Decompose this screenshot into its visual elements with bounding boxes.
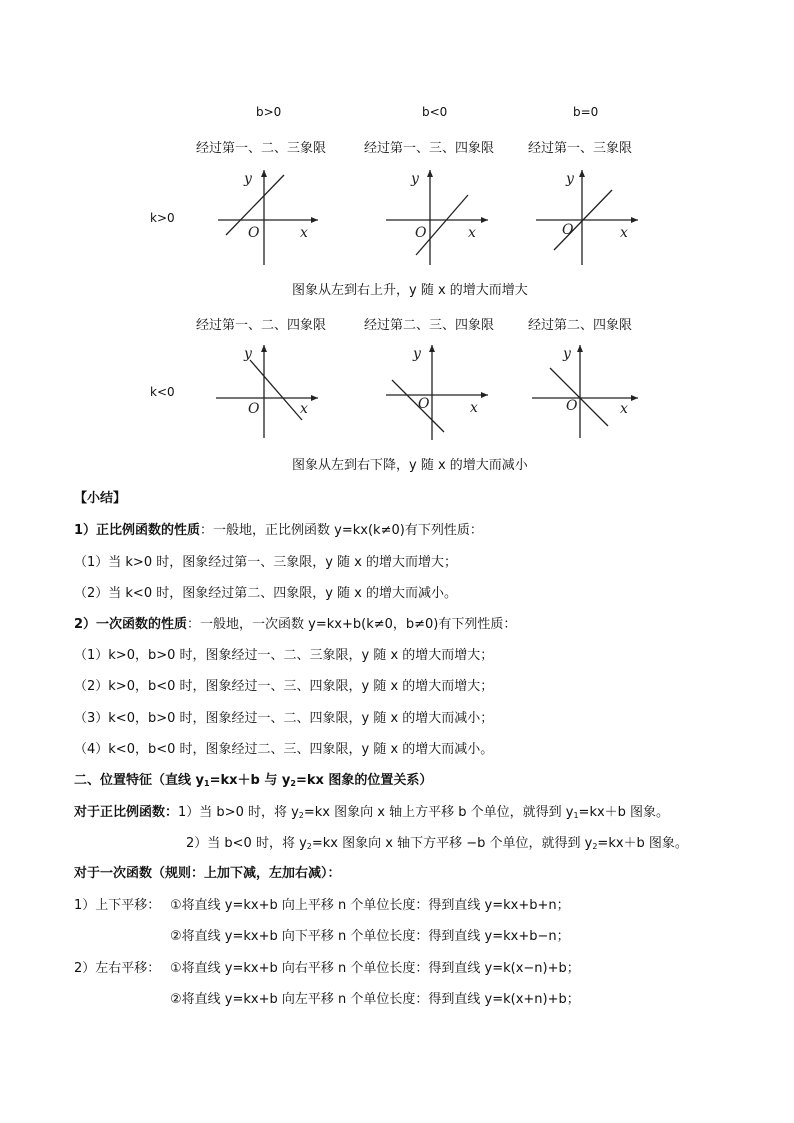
x-axis-arrow-icon bbox=[631, 217, 638, 223]
header-b-negative: b<0 bbox=[422, 105, 448, 119]
position-heading-sub1: 1 bbox=[204, 779, 210, 788]
y-axis-label: y bbox=[244, 346, 252, 362]
kpos-quadrant-1: 经过第一、二、三象限 bbox=[196, 141, 327, 156]
prop2-item-4: （4）k<0，b<0 时，图象经过二、三、四象限，y 随 x 的增大而减小。 bbox=[74, 742, 494, 757]
prop2-line bbox=[74, 613, 516, 632]
horizontal-shift-item-2: ②将直线 y=kx+b 向左平移 n 个单位长度：得到直线 y=k(x+n)+b； bbox=[170, 992, 580, 1007]
prop2-title: 2）一次函数的性质 bbox=[74, 617, 188, 632]
kneg-quadrant-3: 经过第二、四象限 bbox=[528, 318, 633, 333]
prop-line1-sub: 2 bbox=[298, 811, 304, 820]
proportional-label: 对于正比例函数： bbox=[74, 805, 179, 820]
function-line bbox=[550, 368, 608, 426]
position-heading bbox=[74, 769, 432, 788]
y-axis-arrow-icon bbox=[577, 345, 583, 352]
kneg-quadrant-2: 经过第二、三、四象限 bbox=[364, 318, 495, 333]
graph-kpos-bpos bbox=[210, 165, 330, 270]
prop-line1-sub2: 1 bbox=[573, 811, 579, 820]
prop-line2-a: 2）当 b<0 时，将 y bbox=[186, 836, 307, 851]
vertical-shift-item-2: ②将直线 y=kx+b 向下平移 n 个单位长度：得到直线 y=kx+b−n； bbox=[170, 929, 570, 944]
prop-line1-a: 1）当 b>0 时，将 y bbox=[178, 805, 299, 820]
y-axis-arrow-icon bbox=[427, 170, 433, 177]
origin-label: O bbox=[566, 398, 578, 414]
origin-label: O bbox=[248, 401, 260, 417]
kpos-quadrant-3: 经过第一、三象限 bbox=[528, 141, 633, 156]
prop-line1-c: =kx＋b 图象。 bbox=[578, 805, 670, 820]
vertical-shift-label: 1）上下平移： bbox=[74, 898, 161, 913]
y-axis-arrow-icon bbox=[261, 345, 267, 352]
x-axis-label: x bbox=[620, 401, 628, 417]
x-axis-arrow-icon bbox=[311, 217, 318, 223]
origin-label: O bbox=[415, 225, 427, 241]
x-axis-arrow-icon bbox=[481, 217, 488, 223]
graph-kpos-bzero bbox=[530, 165, 650, 270]
origin-label: O bbox=[562, 222, 574, 238]
prop1-item-2: （2）当 k<0 时，图象经过第二、四象限，y 随 x 的增大而减小。 bbox=[74, 586, 458, 601]
x-axis-arrow-icon bbox=[311, 395, 318, 401]
vertical-shift-item-1: ①将直线 y=kx+b 向上平移 n 个单位长度：得到直线 y=kx+b+n； bbox=[170, 898, 570, 913]
header-b-zero: b=0 bbox=[573, 105, 599, 119]
x-axis-label: x bbox=[468, 225, 476, 241]
graph-kneg-bzero bbox=[530, 340, 650, 445]
prop-line2-b: =kx 图象向 x 轴下方平移 −b 个单位，就得到 y bbox=[311, 836, 593, 851]
prop-line2-sub: 2 bbox=[306, 842, 312, 851]
kneg-caption: 图象从左到右下降，y 随 x 的增大而减小 bbox=[292, 458, 528, 473]
y-axis-arrow-icon bbox=[261, 170, 267, 177]
prop-line1-b: =kx 图象向 x 轴上方平移 b 个单位，就得到 y bbox=[303, 805, 574, 820]
y-axis-label: y bbox=[413, 346, 421, 362]
prop1-desc: ：一般地，正比例函数 y=kx(k≠0)有下列性质： bbox=[200, 523, 483, 538]
x-axis-arrow-icon bbox=[631, 395, 638, 401]
kneg-quadrant-1: 经过第一、二、四象限 bbox=[196, 318, 327, 333]
x-axis-label: x bbox=[300, 225, 308, 241]
linear-rule-label: 对于一次函数（规则：上加下减，左加右减）： bbox=[74, 866, 341, 881]
prop2-item-1: （1）k>0，b>0 时，图象经过一、二、三象限，y 随 x 的增大而增大； bbox=[74, 648, 494, 663]
graph-kneg-bneg bbox=[380, 340, 500, 445]
kneg-row-label: k<0 bbox=[150, 385, 175, 399]
kpos-row-label: k>0 bbox=[150, 211, 175, 225]
prop1-title: 1）正比例函数的性质 bbox=[74, 523, 201, 538]
y-axis-label: y bbox=[411, 171, 419, 187]
prop2-desc: ：一般地，一次函数 y=kx+b(k≠0，b≠0)有下列性质： bbox=[187, 617, 517, 632]
y-axis-label: y bbox=[563, 346, 571, 362]
y-axis-label: y bbox=[566, 171, 574, 187]
x-axis-label: x bbox=[620, 225, 628, 241]
proportional-line-2 bbox=[186, 832, 688, 851]
graph-kpos-bneg bbox=[380, 165, 500, 270]
position-heading-sub2: 2 bbox=[290, 779, 296, 788]
prop2-item-2: （2）k>0，b<0 时，图象经过一、三、四象限，y 随 x 的增大而增大； bbox=[74, 679, 494, 694]
kpos-quadrant-2: 经过第一、三、四象限 bbox=[364, 141, 495, 156]
proportional-line-1 bbox=[74, 801, 669, 820]
prop-line2-sub2: 2 bbox=[592, 842, 598, 851]
y-axis-label: y bbox=[244, 171, 252, 187]
position-heading-a: 二、位置特征（直线 y bbox=[74, 773, 205, 788]
origin-label: O bbox=[418, 396, 430, 412]
prop-line2-c: =kx＋b 图象。 bbox=[597, 836, 688, 851]
horizontal-shift-label: 2）左右平移： bbox=[74, 961, 161, 976]
position-heading-b: =kx＋b 与 y bbox=[209, 773, 291, 788]
graph-kneg-bpos bbox=[210, 340, 330, 445]
x-axis-arrow-icon bbox=[481, 392, 488, 398]
kpos-caption: 图象从左到右上升，y 随 x 的增大而增大 bbox=[292, 283, 528, 298]
prop2-item-3: （3）k<0，b>0 时，图象经过一、二、四象限，y 随 x 的增大而减小； bbox=[74, 711, 494, 726]
y-axis-arrow-icon bbox=[579, 170, 585, 177]
y-axis-arrow-icon bbox=[429, 345, 435, 352]
x-axis-label: x bbox=[300, 401, 308, 417]
position-heading-c: =kx 图象的位置关系） bbox=[295, 773, 433, 788]
prop1-item-1: （1）当 k>0 时，图象经过第一、三象限，y 随 x 的增大而增大； bbox=[74, 555, 458, 570]
horizontal-shift-item-1: ①将直线 y=kx+b 向右平移 n 个单位长度：得到直线 y=k(x−n)+b； bbox=[170, 961, 580, 976]
x-axis-label: x bbox=[470, 400, 478, 416]
origin-label: O bbox=[248, 225, 260, 241]
summary-heading: 【小结】 bbox=[74, 491, 127, 506]
prop1-line bbox=[74, 519, 483, 538]
header-b-positive: b>0 bbox=[256, 105, 282, 119]
